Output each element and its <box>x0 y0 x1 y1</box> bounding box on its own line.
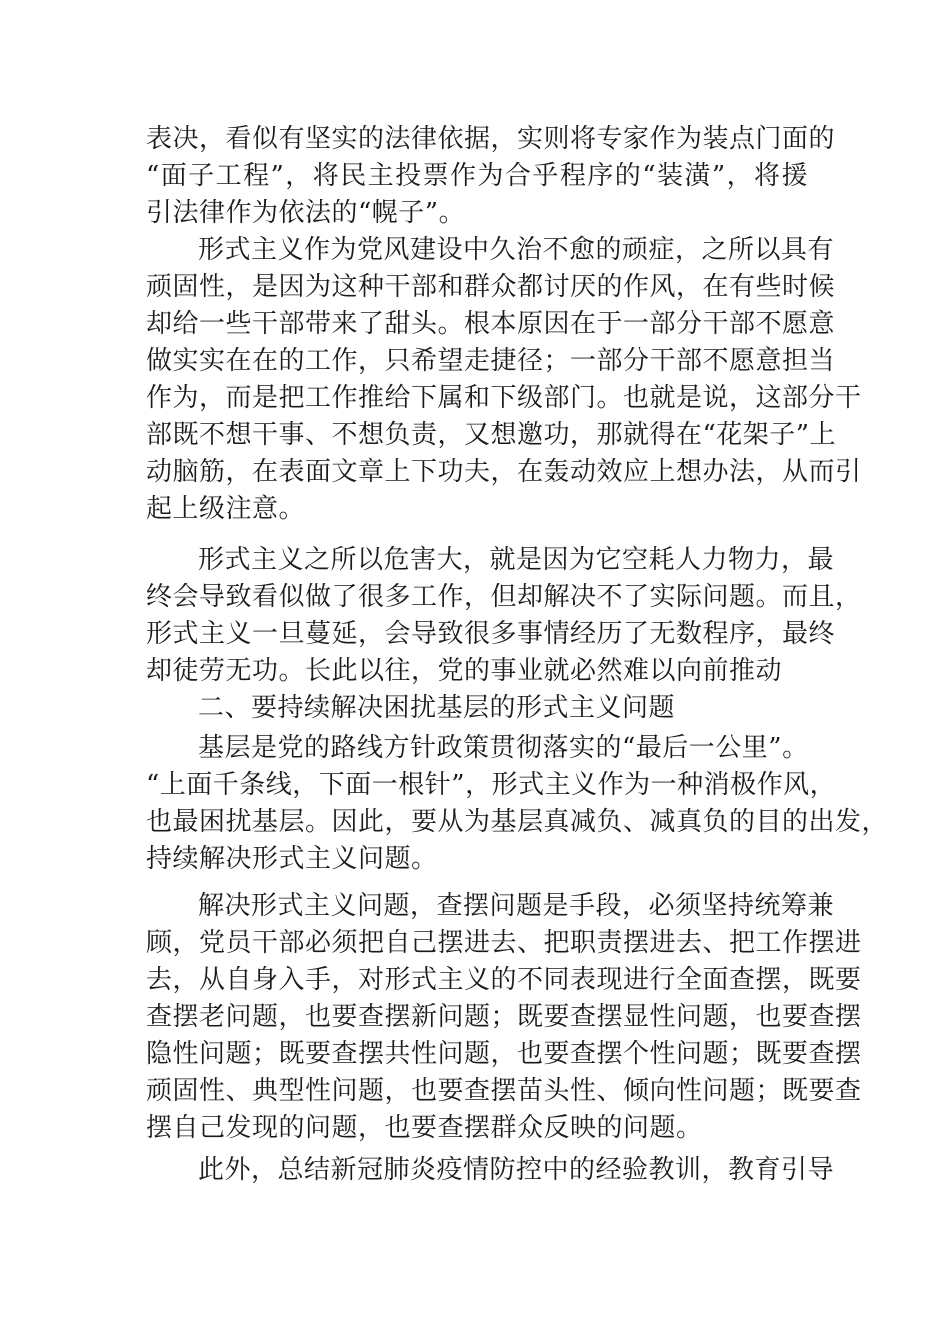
text-line: 隐性问题；既要查摆共性问题，也要查摆个性问题；既要查摆 <box>146 1039 862 1069</box>
paragraph-first-line: 此外，总结新冠肺炎疫情防控中的经验教训，教育引导 <box>198 1155 835 1185</box>
text-line: 也最困扰基层。因此，要从为基层真减负、减真负的目的出发， <box>146 807 889 837</box>
text-line: 起上级注意。 <box>146 494 306 524</box>
paragraph-first-line: 基层是党的路线方针政策贯彻落实的“最后一公里”。 <box>198 733 809 763</box>
text-line: 部既不想干事、不想负责，又想邀功，那就得在“花架子”上 <box>146 420 837 450</box>
section-heading: 二、要持续解决困扰基层的形式主义问题 <box>198 693 676 723</box>
paragraph-first-line: 形式主义作为党风建设中久治不愈的顽症，之所以具有 <box>198 235 835 265</box>
text-line: 形式主义一旦蔓延，会导致很多事情经历了无数程序，最终 <box>146 619 836 649</box>
text-line: 持续解决形式主义问题。 <box>146 844 438 874</box>
text-line: 去，从自身入手，对形式主义的不同表现进行全面查摆，既要 <box>146 965 862 995</box>
text-line: “面子工程”，将民主投票作为合乎程序的“装潢”，将援 <box>146 161 808 191</box>
text-line: “上面千条线，下面一根针”，形式主义作为一种消极作风， <box>146 770 837 800</box>
text-line: 查摆老问题，也要查摆新问题；既要查摆显性问题，也要查摆 <box>146 1002 862 1032</box>
text-line: 做实实在在的工作，只希望走捷径；一部分干部不愿意担当 <box>146 346 836 376</box>
paragraph-first-line: 形式主义之所以危害大，就是因为它空耗人力物力，最 <box>198 545 835 575</box>
text-line: 动脑筋，在表面文章上下功夫，在轰动效应上想办法，从而引 <box>146 457 862 487</box>
text-line: 摆自己发现的问题，也要查摆群众反映的问题。 <box>146 1113 703 1143</box>
text-line: 却给一些干部带来了甜头。根本原因在于一部分干部不愿意 <box>146 309 836 339</box>
text-line: 却徒劳无功。长此以往，党的事业就必然难以向前推动 <box>146 656 783 686</box>
paragraph-first-line: 解决形式主义问题，查摆问题是手段，必须坚持统筹兼 <box>198 891 835 921</box>
text-line: 表决，看似有坚实的法律依据，实则将专家作为装点门面的 <box>146 124 836 154</box>
text-line: 顽固性，是因为这种干部和群众都讨厌的作风，在有些时候 <box>146 272 836 302</box>
text-line: 终会导致看似做了很多工作，但却解决不了实际问题。而且， <box>146 582 862 612</box>
text-line: 引法律作为依法的“幌子”。 <box>146 198 466 228</box>
text-line: 顾，党员干部必须把自己摆进去、把职责摆进去、把工作摆进 <box>146 928 862 958</box>
text-line: 作为，而是把工作推给下属和下级部门。也就是说，这部分干 <box>146 383 862 413</box>
text-line: 顽固性、典型性问题，也要查摆苗头性、倾向性问题；既要查 <box>146 1076 862 1106</box>
